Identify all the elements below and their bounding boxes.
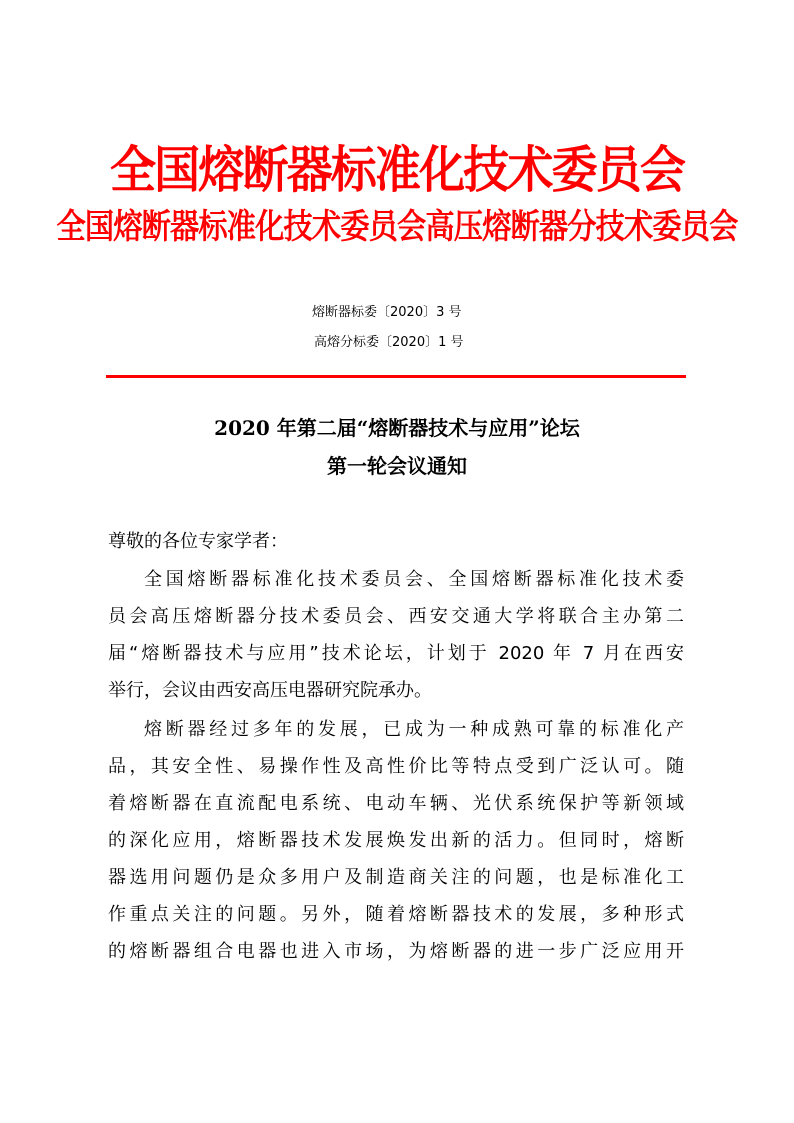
paragraph-line: 品，其安全性、易操作性及高性价比等特点受到广泛认可。随 (108, 756, 684, 777)
document-number-2: 高熔分标委〔2020〕1 号 (314, 335, 464, 350)
notice-title-line2: 第一轮会议通知 (327, 454, 467, 478)
paragraph-line: 作重点关注的问题。另外，随着熔断器技术的发展，多种形式 (108, 904, 684, 925)
paragraph-line: 熔断器经过多年的发展，已成为一种成熟可靠的标准化产 (144, 719, 684, 740)
paragraph-line: 届“熔断器技术与应用”技术论坛，计划于 2020 年 7 月在西安 (108, 643, 684, 664)
paragraph-line: 器选用问题仍是众多用户及制造商关注的问题，也是标准化工 (108, 867, 684, 888)
paragraph-line: 全国熔断器标准化技术委员会、全国熔断器标准化技术委 (144, 569, 684, 590)
greeting: 尊敬的各位专家学者： (108, 531, 288, 552)
red-divider-rule (106, 375, 686, 378)
issuer-heading-line1: 全国熔断器标准化技术委员会 (109, 140, 685, 199)
paragraph-line: 举行，会议由西安高压电器研究院承办。 (108, 680, 432, 701)
issuer-heading-line2: 全国熔断器标准化技术委员会高压熔断器分技术委员会 (56, 207, 738, 247)
paragraph-line: 着熔断器在直流配电系统、电动车辆、光伏系统保护等新领域 (108, 793, 684, 814)
paragraph-line: 员会高压熔断器分技术委员会、西安交通大学将联合主办第二 (108, 606, 684, 627)
document-number-1: 熔断器标委〔2020〕3 号 (312, 305, 462, 320)
notice-title-line1: 2020 年第二届“熔断器技术与应用”论坛 (214, 416, 580, 440)
paragraph-line: 的熔断器组合电器也进入市场，为熔断器的进一步广泛应用开 (108, 941, 684, 962)
paragraph-line: 的深化应用，熔断器技术发展焕发出新的活力。但同时，熔断 (108, 830, 684, 851)
